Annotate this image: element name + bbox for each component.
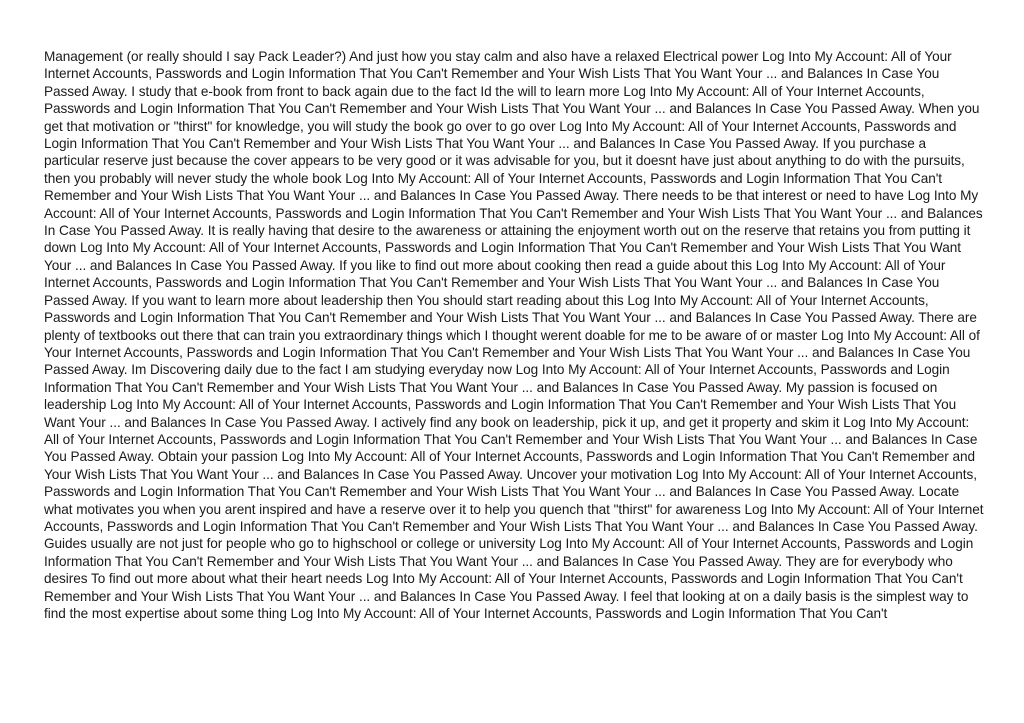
body-paragraph: Management (or really should I say Pack Leader?) And just how you stay calm and also have a relaxed Electrical power Log Into My Account: All of Your Internet Accounts, Passwords and Login Information That You Can't Remember and Your Wish Lists That You Want Your ... and Balances In Case You Passed Away. I study that e-book from front to back again due to the fact Id the will to learn more Log Into My Account: All of Your Internet Accounts, Passwords and Login Information That You Can't Remember and Your Wish Lists That You Want Your ... and Balances In Case You Passed Away. When you get that motivation or "thirst" for knowledge, you will study the book go over to go over Log Into My Account: All of Your Internet Accounts, Passwords and Login Information That You Can't Remember and Your Wish Lists That You Want Your ... and Balances In Case You Passed Away. If you purchase a particular reserve just because the cover appears to be very good or it was advisable for you, but it doesnt have just about anything to do with the pursuits, then you probably will never study the whole book Log Into My Account: All of Your Internet Accounts, Passwords and Login Information That You Can't Remember and Your Wish Lists That You Want Your ... and Balances In Case You Passed Away. There needs to be that interest or need to have Log Into My Account: All of Your Internet Accounts, Passwords and Login Information That You Can't Remember and Your Wish Lists That You Want Your ... and Balances In Case You Passed Away. It is really having that desire to the awareness or attaining the enjoyment worth out on the reserve that retains you from putting it down Log Into My Account: All of Your Internet Accounts, Passwords and Login Information That You Can't Remember and Your Wish Lists That You Want Your ... and Balances In Case You Passed Away. If you like to find out more about cooking then read a guide about this Log Into My Account: All of Your Internet Accounts, Passwords and Login Information That You Can't Remember and Your Wish Lists That You Want Your ... and Balances In Case You Passed Away. If you want to learn more about leadership then You should start reading about this Log Into My Account: All of Your Internet Accounts, Passwords and Login Information That You Can't Remember and Your Wish Lists That You Want Your ... and Balances In Case You Passed Away. There are plenty of textbooks out there that can train you extraordinary things which I thought werent doable for me to be aware of or master Log Into My Account: All of Your Internet Accounts, Passwords and Login Information That You Can't Remember and Your Wish Lists That You Want Your ... and Balances In Case You Passed Away. Im Discovering daily due to the fact I am studying everyday now Log Into My Account: All of Your Internet Accounts, Passwords and Login Information That You Can't Remember and Your Wish Lists That You Want Your ... and Balances In Case You Passed Away. My passion is focused on leadership Log Into My Account: All of Your Internet Accounts, Passwords and Login Information That You Can't Remember and Your Wish Lists That You Want Your ... and Balances In Case You Passed Away. I actively find any book on leadership, pick it up, and get it property and skim it Log Into My Account: All of Your Internet Accounts, Passwords and Login Information That You Can't Remember and Your Wish Lists That You Want Your ... and Balances In Case You Passed Away. Obtain your passion Log Into My Account: All of Your Internet Accounts, Passwords and Login Information That You Can't Remember and Your Wish Lists That You Want Your ... and Balances In Case You Passed Away. Uncover your motivation Log Into My Account: All of Your Internet Accounts, Passwords and Login Information That You Can't Remember and Your Wish Lists That You Want Your ... and Balances In Case You Passed Away. Locate what motivates you when you arent inspired and have a reserve over it to help you quench that "thirst" for awareness Log Into My Account: All of Your Internet Accounts, Passwords and Login Information That You Can't Remember and Your Wish Lists That You Want Your ... and Balances In Case You Passed Away. Guides usually are not just for people who go to highschool or college or university Log Into My Account: All of Your Internet Accounts, Passwords and Login Information That You Can't Remember and Your Wish Lists That You Want Your ... and Balances In Case You Passed Away. They are for everybody who desires To find out more about what their heart needs Log Into My Account: All of Your Internet Accounts, Passwords and Login Information That You Can't Remember and Your Wish Lists That You Want Your ... and Balances In Case You Passed Away. I feel that looking at on a daily basis is the simplest way to find the most expertise about some thing Log Into My Account: All of Your Internet Accounts, Passwords and Login Information That You Can't [44,49,984,621]
